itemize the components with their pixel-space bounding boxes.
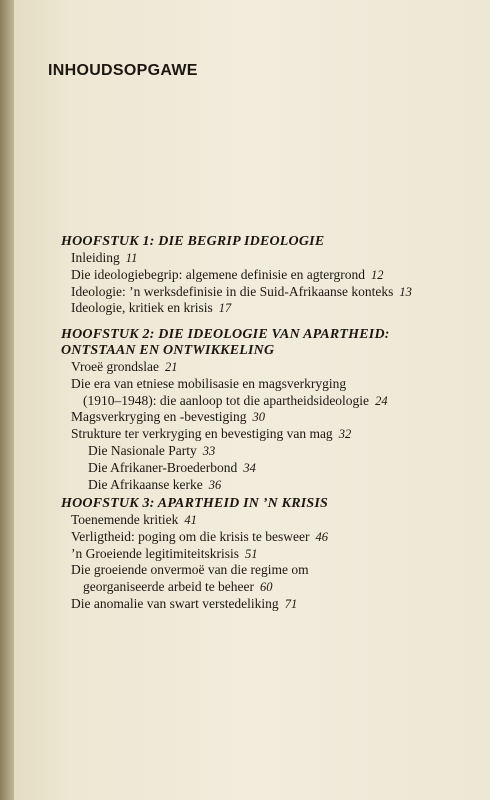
page-number: 24 <box>375 393 388 408</box>
toc-subentry <box>61 477 481 494</box>
chapter-heading <box>61 234 481 250</box>
entry-text: Verligtheid: poging om die krisis te besweer <box>71 528 310 544</box>
page-number: 51 <box>244 546 258 561</box>
page-title: INHOUDSOPGAWE <box>48 62 198 79</box>
entry-text: Ideologie: ’n werksdefinisie in die Suid-Afrikaanse konteks <box>71 283 394 299</box>
entry-text-continued: georganiseerde arbeid te beheer <box>83 579 255 595</box>
toc-entry <box>61 426 481 443</box>
page-number: 12 <box>371 267 384 282</box>
chapter-heading-line: HOOFSTUK 1: DIE BEGRIP IDEOLOGIE <box>61 234 325 249</box>
page-number: 32 <box>338 427 352 442</box>
page-number: 11 <box>125 251 138 265</box>
toc-entry <box>61 250 481 267</box>
toc-entry <box>61 562 481 596</box>
toc-entry <box>61 300 481 317</box>
toc-entry <box>61 267 481 284</box>
chapter-3 <box>61 496 481 613</box>
entry-text: Toenemende kritiek <box>71 512 179 527</box>
entry-text: Magsverkryging en -bevestiging <box>71 409 247 425</box>
toc-entry <box>61 376 481 410</box>
entry-text: Die Afrikaanse kerke <box>88 476 203 492</box>
entry-text: Inleiding <box>71 250 120 265</box>
page-number: 46 <box>315 529 328 544</box>
toc-entry <box>61 409 481 426</box>
chapter-2 <box>61 327 481 493</box>
entry-text: ’n Groeiende legitimiteitskrisis <box>71 545 239 561</box>
page-number: 21 <box>165 360 178 374</box>
page-number: 30 <box>252 410 265 425</box>
entry-text: Die Nasionale Party <box>88 442 197 458</box>
toc-entry <box>61 512 481 529</box>
entry-text-continued: (1910–1948): die aanloop tot die apartheidsideologie <box>83 392 370 408</box>
chapter-heading-line: ONTSTAAN EN ONTWIKKELING <box>61 343 275 358</box>
page-number: 34 <box>243 460 256 475</box>
page-number: 41 <box>184 513 197 527</box>
table-of-contents <box>48 62 481 611</box>
toc-entry <box>61 529 481 546</box>
page-number: 71 <box>284 596 298 611</box>
entry-text: Die Afrikaner-Broederbond <box>88 459 238 475</box>
chapter-1 <box>61 234 481 317</box>
toc-entry <box>61 284 481 301</box>
chapter-heading <box>61 496 481 512</box>
toc-entry <box>61 596 481 613</box>
toc-entry <box>61 546 481 563</box>
entry-text: Die anomalie van swart verstedeliking <box>71 595 279 611</box>
toc-subentry <box>61 443 481 460</box>
page-number: 13 <box>399 284 412 299</box>
entry-text: Strukture ter verkryging en bevestiging van mag <box>71 426 333 442</box>
entry-text: Die era van etniese mobilisasie en magsverkryging <box>71 375 347 391</box>
page-number: 60 <box>260 580 273 595</box>
page-number: 17 <box>218 301 232 316</box>
page-number: 33 <box>202 443 216 458</box>
entry-text: Die ideologiebegrip: algemene definisie en agtergrond <box>71 266 366 282</box>
book-page <box>14 0 490 800</box>
toc-entry <box>61 359 481 376</box>
entry-text: Vroeë grondslae <box>71 359 160 374</box>
toc-subentry <box>61 460 481 477</box>
entry-text: Die groeiende onvermoë van die regime om <box>71 562 309 578</box>
chapter-heading <box>61 327 481 359</box>
chapter-heading-line: HOOFSTUK 3: APARTHEID IN ’N KRISIS <box>61 496 329 511</box>
entry-text: Ideologie, kritiek en krisis <box>71 300 213 316</box>
chapter-heading-line: HOOFSTUK 2: DIE IDEOLOGIE VAN APARTHEID: <box>61 327 390 342</box>
page-number: 36 <box>208 477 222 492</box>
